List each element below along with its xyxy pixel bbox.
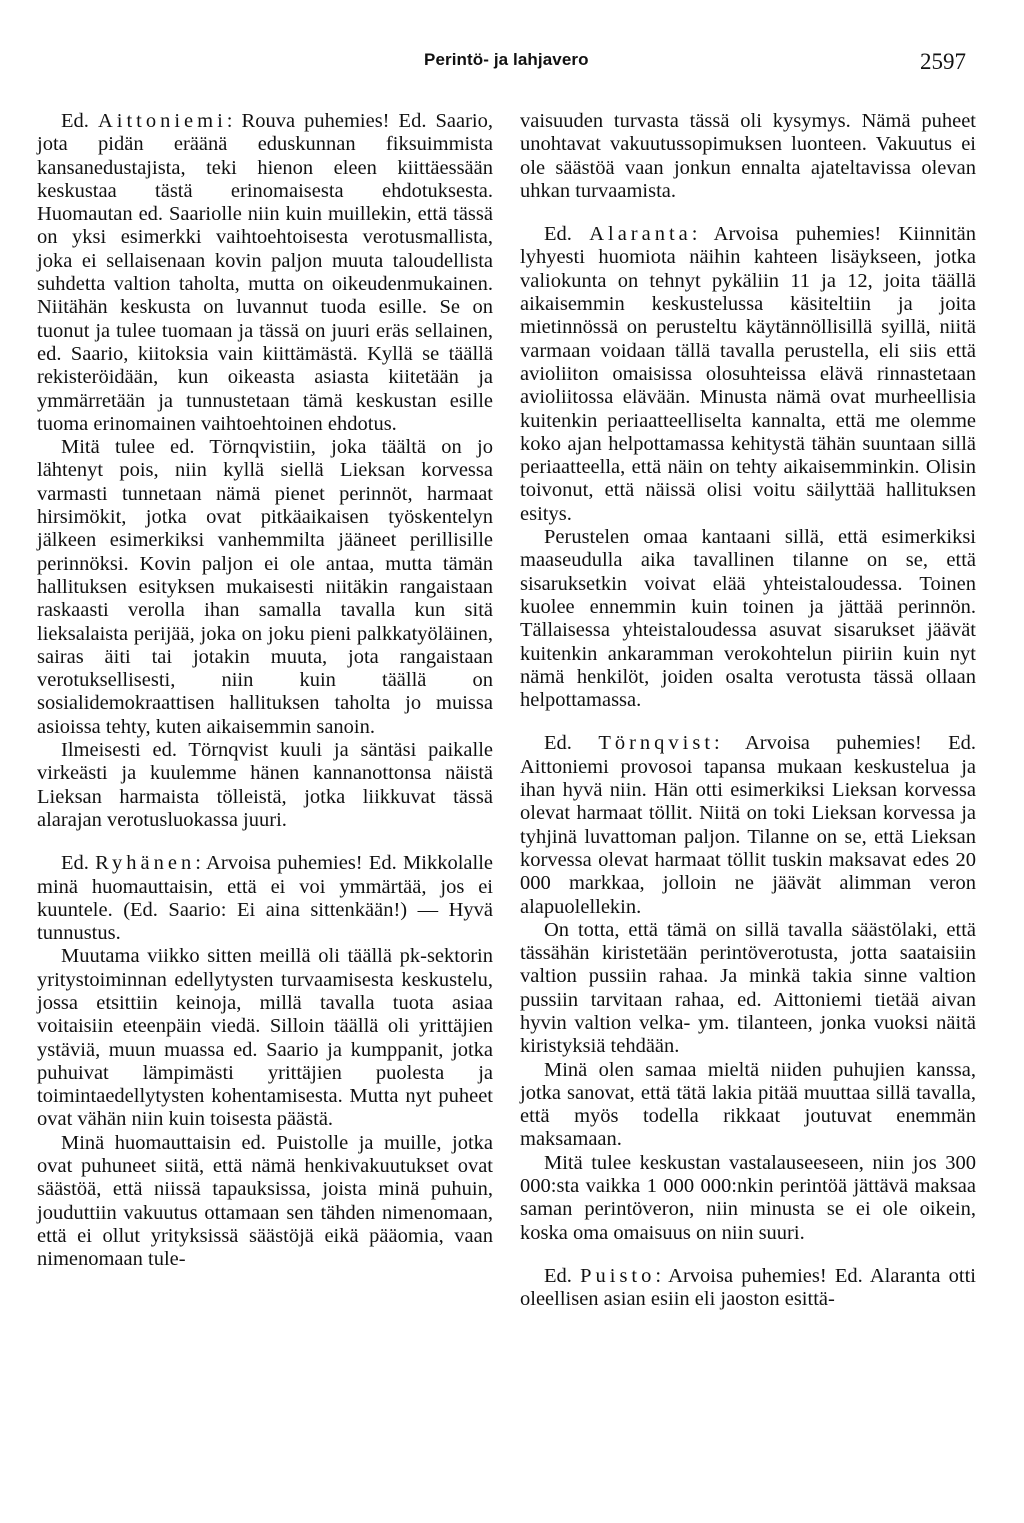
speech-text: : Arvoisa puhemies! Kiinnitän lyhyesti huomiota näihin kahteen lisäykseen, jotka valiokunta on tehnyt pykäliin 11 ja 12, joita täällä aikaisemmin keskustelussa käsiteltiin ja joita mietinnössä on perusteltu käytännöllisillä syillä, niitä varmaan voidaan tällä tavalla perustella, eli siis että avioliiton omaisissa olosuhteissa elävä rinnastetaan avioliitossa elävään. Minusta nämä ovat murheellisia kuitenkin periaatteelliselta kannalta, että me olemme koko ajan helpottamassa kehitystä tähän suuntaan sillä periaatteella, että näin on tehty aikaisemminkin. Olisin toivonut, että näissä olisi voitu säilyttää hallituksen esitys. <box>520 223 976 525</box>
speech-text: : Arvoisa puhemies! Ed. Alaranta otti oleellisen asian esiin eli jaoston esittä- <box>520 1264 976 1311</box>
paragraph-aittoniemi <box>37 110 493 436</box>
paragraph: Minä olen samaa mieltä niiden puhujien kanssa, jotka sanovat, että tätä lakia pitää muuttaa sillä tavalla, että myös todella rikkaat joutuvat enemmän maksamaan. <box>520 1058 976 1151</box>
paragraph-continued: vaisuuden turvasta tässä oli kysymys. Nämä puheet unohtavat vakuutussopimuksen luonteen. Vakuutus ei ole säästöä vaan jonkun ennalta ajateltavissa olevan uhkan turvaamista. <box>520 110 976 202</box>
paragraph: Perustelen omaa kantaani sillä, että esimerkiksi maaseudulla aika tavallinen tilanne on se, että sisaruksetkin voivat elää yhteistaloudessa. Toinen kuolee ennemmin kuin toinen ja jättää perinnön. Tällaisessa yhteistaloudessa asuvat sisarukset jäävät kuitenkin ankaramman verokohtelun piiriin kuin nyt nämä henkilöt, joiden osalta verotusta tässä ollaan helpottamassa. <box>520 526 976 712</box>
speaker-name: Ryhänen <box>95 852 196 875</box>
speaker-prefix: Ed. <box>61 852 96 875</box>
speaker-name: Aittoniemi <box>97 110 227 132</box>
speaker-prefix: Ed. <box>544 732 599 755</box>
paragraph: Mitä tulee keskustan vastalauseeseen, niin jos 300 000:sta vaikka 1 000 000:nkin perintöä jättävä maksaa saman perintöveron, niin minusta se ei ole oikein, koska oma omaisuus on niin suuri. <box>520 1151 976 1244</box>
paragraph-ryhanen <box>37 852 493 945</box>
paragraph: On totta, että tämä on sillä tavalla säästölaki, että tässähän kiristetään perintöverotusta, jotta saataisiin valtion pussiin rahaa. Ja minkä takia sinne valtion pussiin tarvitaan rahaa, ed. Aittoniemi tietää aivan hyvin valtion velka- ym. tilanteen, jonka vuoksi näitä kiristyksiä tehdään. <box>520 918 976 1058</box>
speaker-prefix: Ed. <box>544 1264 581 1287</box>
page-number: 2597 <box>920 49 966 74</box>
speaker-name: Puisto <box>580 1264 656 1287</box>
paragraph-tornqvist <box>520 732 976 918</box>
paragraph-alaranta <box>520 223 976 526</box>
paragraph: Mitä tulee ed. Törnqvistiin, joka täältä on jo lähtenyt pois, niin kyllä siellä Lieksan korvessa varmasti tunnetaan nämä pienet perinnöt, harmaat hirsimökit, jotka ovat pitkäaikaisen työskentelyn jälkeen esimerkiksi vanhemmilta jääneet perillisille perinnöksi. Kovin paljon ei ole antaa, mutta tämän hallituksen esityksen mukaisesti niitäkin rangaistaan raskaasti verolla ihan samalla tavalla kun sitä lieksalaista perijää, joka on joku pieni palkkatyöläinen, sairas äiti tai jotakin muuta, jota rangaistaan verotuksellisesti, niin kuin täällä on sosialidemokraattisen hallituksen taholta jo muissa asioissa tehty, kuten aikaisemmin sanoin. <box>37 436 493 738</box>
paragraph-puisto <box>520 1265 976 1312</box>
left-column <box>37 110 493 1272</box>
speaker-name: Alaranta <box>589 223 692 246</box>
paragraph: Muutama viikko sitten meillä oli täällä pk-sektorin yritystoiminnan edellytysten turvaamisesta keskustelu, jossa etsittiin keinoja, millä tavalla tuota asiaa voitaisiin eteenpäin viedä. Silloin täällä oli yrittäjien ystäviä, muun muassa ed. Saario ja kumppanit, jotka puhuivat lämpimästi yrittäjien puolesta ja toimintaedellytysten kohentamisesta. Mutta nyt puheet ovat vähän niin kuin toisesta päästä. <box>37 945 493 1131</box>
right-column <box>520 110 976 1312</box>
speaker-prefix: Ed. <box>61 110 98 132</box>
speech-text: : Arvoisa puhemies! Ed. Aittoniemi provosoi tapansa mukaan keskustelua ja ihan hyvä niin. Hän otti esimerkiksi Lieksan korvessa olevat harmaat töllit. Niitä on toki Lieksan korvessa ja tyhjinä luvattoman paljon. Tilanne on se, että Lieksan korvessa olevat harmaat töllit tuskin maksavat edes 20 000 markkaa, jolloin ne jäävät alimman veron alapuolellekin. <box>520 732 976 918</box>
paragraph: Minä huomauttaisin ed. Puistolle ja muille, jotka ovat puhuneet siitä, että nämä henkivakuutukset ovat säästöä, että niissä tapauksissa, joista minä puhuin, jouduttiin vakuutus ottamaan sen tähden nimenomaan, että ei ollut yrityksissä säästöjä eikä pääomia, vaan nimenomaan tule- <box>37 1131 493 1271</box>
speech-text: : Arvoisa puhemies! Ed. Mikkolalle minä huomauttaisin, että ei voi ymmärtää, jos ei kuuntele. (Ed. Saario: Ei aina sittenkään!) — Hyvä tunnustus. <box>37 852 494 945</box>
paragraph: Ilmeisesti ed. Törnqvist kuuli ja säntäsi paikalle virkeästi ja kuulemme hänen kannanottonsa näistä Lieksan harmaista tölleistä, jotka liikkuvat tässä alarajan verotusluokassa juuri. <box>37 739 493 831</box>
speech-text: : Rouva puhemies! Ed. Saario, jota pidän eräänä eduskunnan fiksuimmista kansanedustajista, teki hienon eleen kiittäessään keskustaa tästä erinomaisesta ehdotuksesta. Huomautan ed. Saariolle niin kuin muillekin, että tässä on yksi esimerkki vaihtoehtoisesta verotusmallista, joka ei sellaisenaan kovin paljon muuta taloudellista suhdetta valtion taholta, mutta on oikeudenmukainen. Niitähän keskusta on luvannut tuoda esille. Se on tuonut ja tulee tuomaan ja tässä on juuri eräs sellainen, ed. Saario, kiitoksia vain kiittämästä. Kyllä se täällä rekisteröidään, kun oikeasta asiasta kiitetään ja ymmärretään ja tunnustetaan tämä keskustan esille tuoma erinomainen vaihtoehtoinen ehdotus. <box>37 110 493 435</box>
running-header: Perintö- ja lahjavero <box>424 50 589 69</box>
speaker-prefix: Ed. <box>544 223 590 246</box>
speaker-name: Törnqvist <box>598 732 715 755</box>
